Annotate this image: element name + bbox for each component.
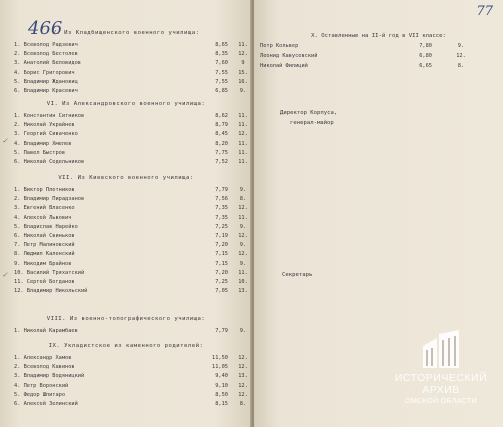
- student-rank: 15.: [238, 69, 248, 76]
- section-heading: VII. Из Киевского военного училища:: [58, 175, 194, 181]
- watermark-line-2: АРХИВ: [422, 384, 460, 396]
- student-name: 4. Владимир Хмелев: [14, 140, 72, 147]
- student-score: 11,05: [212, 364, 228, 371]
- student-score: 7,55: [215, 69, 228, 76]
- table-row: [14, 251, 248, 260]
- student-score: 8,65: [215, 42, 228, 48]
- watermark-line-1: ИСТОРИЧЕСКИЙ: [394, 372, 488, 384]
- section-heading: VIII. Из военно-топографического училища:: [46, 316, 206, 322]
- student-name: 5. Федор Шпитаро: [14, 391, 66, 398]
- student-rank: 8.: [239, 401, 247, 407]
- table-row: [14, 260, 247, 270]
- student-name: 1. Всеволод Радзевич: [14, 42, 78, 48]
- student-rank: 8.: [457, 63, 465, 69]
- student-rank: 11.: [238, 159, 248, 165]
- table-row: [14, 223, 247, 233]
- signature-rank: генерал-майор: [290, 120, 334, 126]
- student-score: 7,79: [215, 328, 228, 334]
- student-rank: 9.: [239, 328, 247, 334]
- student-name: 6. Владимир Красевич: [14, 88, 78, 94]
- student-rank: 9.: [239, 242, 247, 249]
- student-rank: 12.: [238, 205, 248, 212]
- section-heading: V. Из Кладбищенского военного училища:: [52, 30, 200, 36]
- student-name: 2. Николай Украйнев: [14, 122, 75, 129]
- student-rank: 11.: [238, 214, 248, 221]
- student-name: 9. Никодим Брайнов: [14, 260, 72, 267]
- student-score: 7,19: [215, 233, 228, 239]
- student-name: Николай Филиций: [260, 63, 308, 69]
- page-number-left: 466: [28, 18, 63, 39]
- table-row: [14, 233, 248, 242]
- student-score: 7,79: [215, 187, 228, 193]
- table-row: [14, 196, 247, 205]
- student-rank: 8.: [239, 196, 247, 203]
- student-rank: 10.: [238, 279, 248, 285]
- student-score: 7,55: [215, 78, 228, 85]
- student-score: 7,56: [215, 196, 228, 203]
- margin-mark: ✓: [2, 137, 8, 145]
- page-number-right: 77: [476, 4, 493, 19]
- student-rank: 11.: [238, 140, 248, 147]
- student-name: 1. Константин Ситников: [14, 113, 85, 119]
- student-score: 8,79: [215, 122, 228, 129]
- student-name: 2. Всеволод Бестолев: [14, 51, 78, 58]
- student-score: 7,15: [215, 251, 228, 258]
- student-rank: 13.: [238, 373, 248, 380]
- student-score: 8,35: [215, 51, 228, 58]
- table-row: [14, 401, 247, 410]
- table-row: [260, 53, 490, 62]
- student-rank: 9: [241, 60, 245, 67]
- table-row: [14, 140, 248, 150]
- student-score: 9,40: [215, 373, 228, 380]
- student-score: 8,15: [215, 401, 228, 407]
- table-row: [14, 88, 247, 97]
- student-rank: 11.: [238, 122, 248, 129]
- student-name: 5. Владислав Нарейко: [14, 223, 78, 230]
- table-row: [14, 122, 248, 131]
- student-rank: 12.: [238, 355, 248, 361]
- table-row: [14, 288, 248, 297]
- student-name: 3. Георгий Сиваченко: [14, 131, 78, 138]
- student-rank: 11.: [238, 149, 248, 156]
- student-score: 8,50: [215, 391, 228, 398]
- student-score: 7,52: [215, 159, 228, 165]
- table-row: [14, 205, 248, 214]
- student-score: 8,62: [215, 113, 228, 119]
- table-row: [14, 279, 248, 288]
- table-row: [14, 42, 248, 51]
- student-score: 6,80: [419, 53, 432, 59]
- student-name: 3. Евгений Власенко: [14, 205, 75, 212]
- student-name: 6. Алексей Зелинский: [14, 401, 78, 407]
- student-name: 2. Всеволод Кавинов: [14, 364, 75, 371]
- student-name: 8. Людмил Каленский: [14, 251, 75, 258]
- student-score: 6,85: [215, 88, 228, 94]
- student-score: 7,05: [215, 288, 228, 295]
- section-heading: X. Оставленные на II-й год в VII классе:: [311, 33, 446, 39]
- student-rank: 12.: [238, 391, 248, 398]
- archive-logo-icon: [419, 330, 463, 370]
- secretary-label: Секретарь: [282, 272, 313, 278]
- student-score: 7,35: [215, 205, 228, 212]
- student-name: 3. Анатолий Беловидов: [14, 60, 81, 67]
- table-row: [14, 51, 248, 60]
- student-rank: 9.: [457, 43, 465, 49]
- student-name: 3. Владимир Водяницкий: [14, 373, 85, 380]
- student-rank: 12.: [456, 53, 466, 59]
- student-score: 7,75: [215, 149, 228, 156]
- table-row: [14, 364, 248, 373]
- student-rank: 12.: [238, 382, 248, 389]
- table-row: [14, 355, 248, 364]
- student-rank: 9.: [239, 260, 247, 267]
- student-name: 1. Александр Хамов: [14, 355, 72, 361]
- table-row: [14, 382, 248, 392]
- student-name: 4. Борис Григорович: [14, 69, 75, 76]
- student-rank: 12.: [238, 251, 248, 258]
- student-name: 1. Николай Карамбаев: [14, 328, 78, 334]
- student-score: 7,15: [215, 260, 228, 267]
- student-rank: 9.: [239, 88, 247, 94]
- student-name: 2. Владимир Пирадзанов: [14, 196, 85, 203]
- student-score: 7,35: [215, 214, 228, 221]
- student-rank: 9.: [239, 187, 247, 193]
- section-heading: IX. Укладистское из каменного родителей:: [48, 343, 204, 349]
- student-rank: 11.: [238, 113, 248, 119]
- student-name: 6. Николай Свиньков: [14, 233, 75, 239]
- student-score: 6,65: [419, 63, 432, 69]
- student-name: 4. Петр Воронский: [14, 382, 69, 389]
- margin-mark: ✓: [2, 271, 8, 279]
- student-score: 7,60: [215, 60, 228, 67]
- student-score: 7,25: [215, 279, 228, 285]
- table-row: [14, 60, 245, 69]
- student-score: 7,20: [215, 242, 228, 249]
- student-score: 8,45: [215, 131, 228, 138]
- student-score: 8,20: [215, 140, 228, 147]
- section-heading: VI. Из Александровского военного училища:: [46, 101, 206, 107]
- table-row: [14, 373, 248, 382]
- student-score: 9,10: [215, 382, 228, 389]
- student-name: Петр Кольвер: [260, 43, 299, 49]
- table-row: [14, 328, 247, 337]
- student-name: 4. Алексей Львович: [14, 214, 72, 221]
- student-rank: 12.: [238, 51, 248, 58]
- student-name: 1. Виктор Плетников: [14, 187, 75, 193]
- table-row: [14, 131, 248, 140]
- table-row: [14, 69, 248, 79]
- student-rank: 13.: [238, 288, 248, 295]
- table-row: [14, 187, 247, 196]
- student-score: 7,80: [419, 43, 432, 49]
- student-rank: 11.: [238, 269, 248, 276]
- student-rank: 12.: [238, 131, 248, 138]
- table-row: [14, 149, 248, 159]
- student-name: 10. Василий Тряхатский: [14, 269, 85, 276]
- table-row: [260, 63, 490, 72]
- student-rank: 9.: [239, 223, 247, 230]
- student-name: 5. Владимир Ждановиц: [14, 78, 78, 85]
- student-rank: 12.: [238, 233, 248, 239]
- student-rank: 16.: [238, 78, 248, 85]
- student-name: 6. Николай Седельников: [14, 159, 85, 165]
- student-score: 11,50: [212, 355, 228, 361]
- signature-title: Директор Корпуса,: [280, 110, 338, 116]
- student-name: Леонид Кавусевский: [260, 53, 318, 59]
- student-score: 7,25: [215, 223, 228, 230]
- student-name: 11. Сергей Богданов: [14, 279, 75, 285]
- student-name: 7. Петр Малиновский: [14, 242, 75, 249]
- table-row: [14, 391, 248, 401]
- table-row: [260, 43, 490, 52]
- archive-watermark: [385, 330, 497, 406]
- student-rank: 12.: [238, 364, 248, 371]
- table-row: [14, 269, 248, 279]
- watermark-line-3: ОМСКОЙ ОБЛАСТИ: [405, 396, 477, 405]
- table-row: [14, 159, 248, 168]
- student-name: 12. Владимир Никольский: [14, 288, 88, 295]
- table-row: [14, 242, 247, 251]
- table-row: [14, 214, 248, 224]
- student-name: 5. Павел Быстров: [14, 149, 66, 156]
- table-row: [14, 113, 248, 122]
- table-row: [14, 78, 248, 88]
- student-score: 7,20: [215, 269, 228, 276]
- student-rank: 11.: [238, 42, 248, 48]
